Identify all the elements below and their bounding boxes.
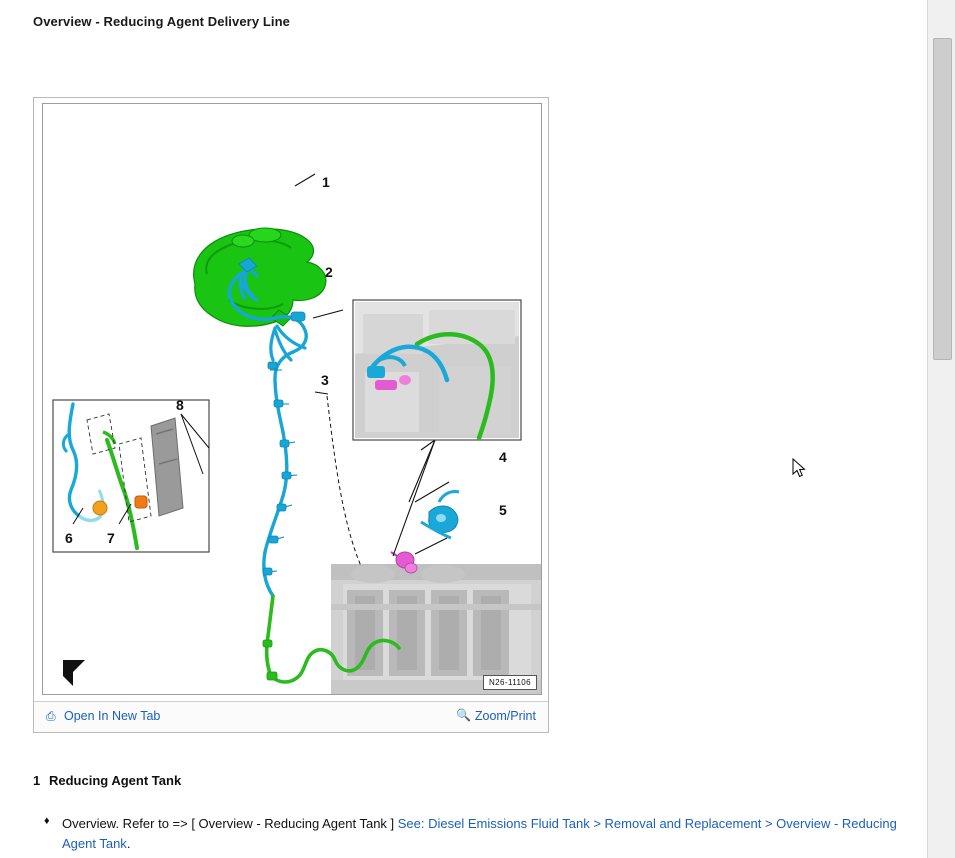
section-heading: Reducing Agent Tank: [49, 773, 182, 788]
reducing-agent-tank-link[interactable]: See: Diesel Emissions Fluid Tank > Removal and Replacement > Overview - Reducing Agent Tank: [62, 816, 897, 851]
section-bullet-text: [62, 814, 902, 854]
section-number: 1: [33, 773, 41, 788]
open-in-new-tab-link[interactable]: Open In New Tab: [64, 709, 161, 723]
figure-panel: [33, 97, 549, 733]
exploded-view-diagram: [43, 104, 541, 694]
page-title: Overview - Reducing Agent Delivery Line: [33, 14, 290, 29]
scrollbar-top-cap: [928, 0, 955, 16]
callout-6: 6: [65, 530, 73, 546]
callout-8: 8: [176, 397, 184, 413]
callout-5: 5: [499, 502, 507, 518]
zoom-print-link[interactable]: Zoom/Print: [474, 709, 536, 723]
figure-code-label: N26-11106: [483, 675, 537, 690]
figure-image[interactable]: [42, 103, 542, 695]
magnifier-icon: 🔍: [456, 708, 471, 722]
callout-2: 2: [325, 264, 333, 280]
scrollbar-thumb[interactable]: [933, 38, 952, 360]
bullet-text-after: .: [126, 836, 131, 851]
bullet-icon: ♦: [44, 815, 50, 827]
callout-3: 3: [321, 372, 329, 388]
figure-toolbar: [34, 701, 548, 732]
callout-4: 4: [499, 449, 507, 465]
callout-1: 1: [322, 174, 330, 190]
bullet-text-before: Overview. Refer to => [ Overview - Reducing Agent Tank ]: [62, 816, 398, 831]
callout-7: 7: [107, 530, 115, 546]
vertical-scrollbar[interactable]: [927, 0, 955, 858]
open-in-new-tab-icon: ⎙: [46, 709, 56, 723]
